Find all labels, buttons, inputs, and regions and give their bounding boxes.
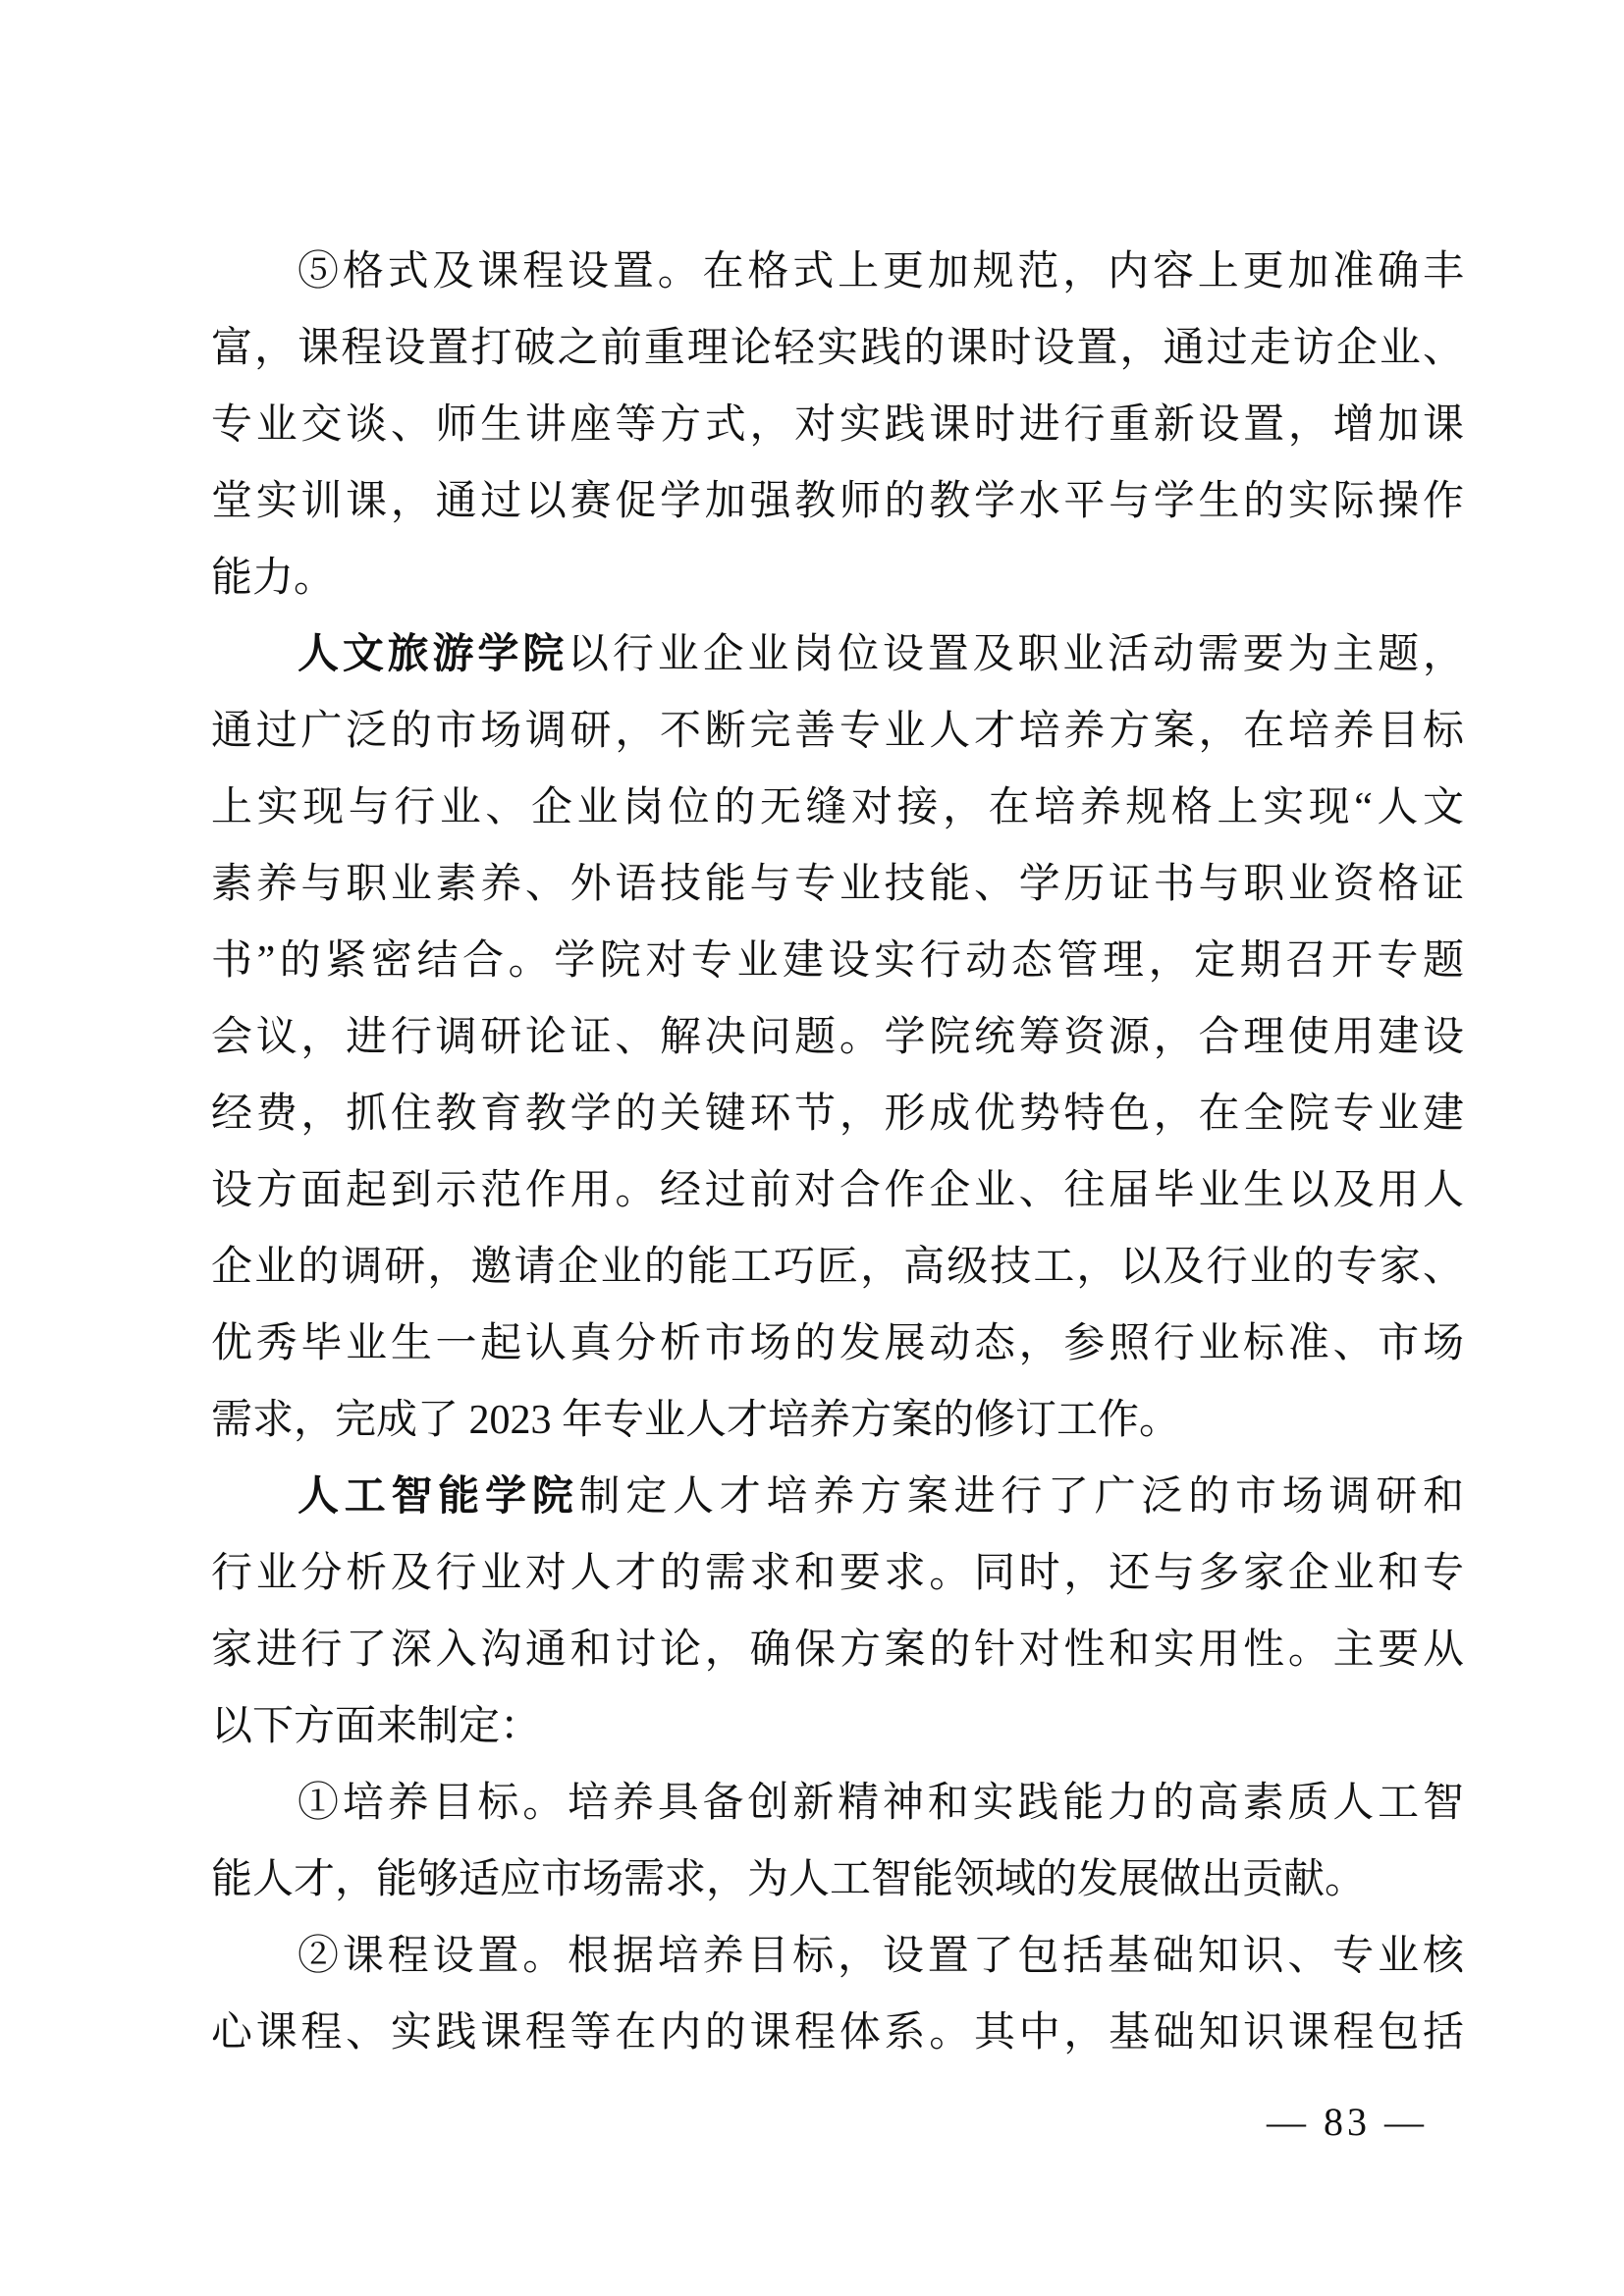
text-segment: 制定人才培养方案进行了广泛的市场调研和: [578, 1474, 1464, 1520]
text-line: [211, 310, 1464, 387]
page-number: — 83 —: [1267, 2100, 1428, 2144]
text-line: [211, 616, 1464, 693]
text-segment: ②课程设置。根据培养目标，设置了包括基础知识、专业核: [298, 1934, 1464, 1979]
text-line: [211, 463, 1464, 540]
text-segment: 企业的调研，邀请企业的能工巧匠，高级技工，以及行业的专家、: [211, 1245, 1464, 1290]
text-line: [211, 693, 1464, 770]
text-line: [211, 1918, 1464, 1995]
text-line: [211, 1459, 1464, 1535]
text-segment: 能力。: [211, 556, 336, 601]
bold-text-segment: 人文旅游学院: [298, 632, 568, 677]
text-line: [211, 999, 1464, 1076]
text-segment: 心课程、实践课程等在内的课程体系。其中，基础知识课程包括: [211, 2010, 1464, 2056]
text-line: [211, 923, 1464, 999]
text-line: [211, 1076, 1464, 1152]
text-segment: 需求，完成了 2023 年专业人才培养方案的修订工作。: [211, 1398, 1181, 1443]
text-segment: 以行业企业岗位设置及职业活动需要为主题，: [568, 632, 1464, 677]
text-line: [211, 846, 1464, 923]
bold-text-segment: 人工智能学院: [298, 1474, 579, 1520]
text-segment: 行业分析及行业对人才的需求和要求。同时，还与多家企业和专: [211, 1551, 1464, 1596]
text-line: [211, 1842, 1464, 1918]
text-line: [211, 387, 1464, 463]
text-segment: 家进行了深入沟通和讨论，确保方案的针对性和实用性。主要从: [211, 1628, 1464, 1673]
text-block: [211, 234, 1464, 2071]
text-segment: 书”的紧密结合。学院对专业建设实行动态管理，定期召开专题: [211, 938, 1464, 984]
text-segment: 专业交谈、师生讲座等方式，对实践课时进行重新设置，增加课: [211, 402, 1464, 448]
text-line: [211, 540, 1464, 616]
text-line: [211, 234, 1464, 310]
text-segment: 经费，抓住教育教学的关键环节，形成优势特色，在全院专业建: [211, 1092, 1464, 1137]
text-segment: ⑤格式及课程设置。在格式上更加规范，内容上更加准确丰: [298, 249, 1464, 294]
text-line: [211, 1535, 1464, 1612]
text-line: [211, 770, 1464, 846]
text-segment: 富，课程设置打破之前重理论轻实践的课时设置，通过走访企业、: [211, 326, 1464, 371]
text-segment: 设方面起到示范作用。经过前对合作企业、往届毕业生以及用人: [211, 1168, 1464, 1213]
text-line: [211, 1765, 1464, 1842]
text-line: [211, 1382, 1464, 1459]
text-line: [211, 1612, 1464, 1688]
text-segment: 堂实训课，通过以赛促学加强教师的教学水平与学生的实际操作: [211, 479, 1464, 524]
text-line: [211, 1152, 1464, 1229]
text-segment: ①培养目标。培养具备创新精神和实践能力的高素质人工智: [298, 1781, 1464, 1826]
text-segment: 优秀毕业生一起认真分析市场的发展动态，参照行业标准、市场: [211, 1321, 1464, 1366]
text-segment: 素养与职业素养、外语技能与专业技能、学历证书与职业资格证: [211, 862, 1464, 907]
text-segment: 会议，进行调研论证、解决问题。学院统筹资源，合理使用建设: [211, 1015, 1464, 1060]
text-segment: 能人才，能够适应市场需求，为人工智能领域的发展做出贡献。: [211, 1857, 1367, 1902]
text-segment: 以下方面来制定：: [211, 1704, 542, 1749]
text-line: [211, 1688, 1464, 1765]
text-line: [211, 1995, 1464, 2071]
text-line: [211, 1306, 1464, 1382]
text-segment: 上实现与行业、企业岗位的无缝对接，在培养规格上实现“人文: [211, 785, 1464, 830]
text-segment: 通过广泛的市场调研，不断完善专业人才培养方案，在培养目标: [211, 709, 1464, 754]
text-line: [211, 1229, 1464, 1306]
